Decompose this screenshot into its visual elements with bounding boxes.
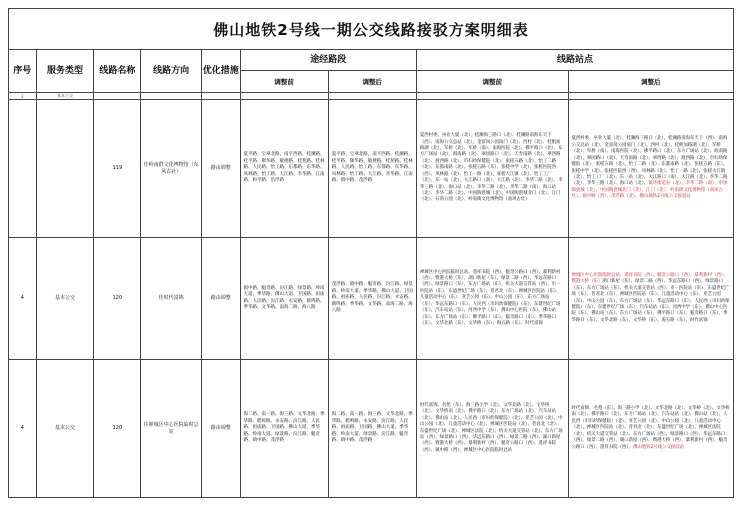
header-stops: 线路站点	[416, 50, 733, 71]
header-seq: 序号	[9, 50, 37, 93]
header-measure: 优化措施	[201, 50, 240, 93]
row-seq: 4	[9, 360, 37, 498]
row-stops-after	[568, 238, 734, 360]
partial-row-seq: 3	[9, 93, 37, 100]
row-route-before: 海二路、南一路、海三路、文华北路、季华路、鹤鸣路、永安路、汾江路、人民路、祖庙路、卫国路、佛山大道、季华路、岭南大道、绿景路、汾江路、魁奇路、镇中路、茂浮路	[240, 360, 328, 498]
row-service-type	[36, 100, 94, 238]
row-seq	[9, 100, 37, 238]
row-route-name: 120	[94, 238, 141, 360]
row-stops-after	[568, 360, 734, 498]
stops-after-changed: 镇华街道办（北）、李华二路（南）、中国陶瓷城（北）、中国陶瓷城北门（北）、江门（北）、岭南街文化博物馆（南风古灶）、镇中路（西）、茂浮路（北）、佛山地铁2号线公交接驳站	[571, 181, 728, 200]
header-stops-after: 调整后	[568, 71, 734, 93]
stops-after-unchanged: 夏西村委、巫业大厦（北）、桂澜海三路口（北）、桂澜路南海东天下（西）、南海公交总站（北）、金富岗公园南门（北）、西村（北）、桂帆加路湖（北）、军桥（北）、军桥（南）、南海医院（北）、佛平路口（北）、东方广场站（北）、海南路（北）、翠园路口（北）、天寿南路（北）、翠西路（北）、渡西路（北）、市妇幼保健院（北）、张槎五路（北）、怡工二路（北）、东都南路（北）、张槎五路（东）、张槎中学（北）、张槎医院西（西）、凤林路（北）、怡工一路（北）、张槎大江镇（北）、怡工工厂（北）、东一站（北）、大江路口（南）、大江路（北）、李华二路（北）、李华三路（北）、海口站（北）、	[571, 136, 728, 187]
row-direction: 往禅城区中心医院临时总站	[141, 360, 202, 498]
row-route-before: 夏平路、宝翠北路、南平西路、桂澜路、桂平路、顺华路、敏捷路、桂苑路、桂林路、人民路、怡工路、东都路、东华路、凤林路、怡丁路、大江路、李华路、江南路、和平路、沿浮路	[240, 100, 328, 238]
row-service-type: 基本公交	[36, 360, 94, 498]
stops-after-changed: 佛山地铁2号线公交接驳站	[632, 444, 685, 450]
stops-after-changed: 禅城区中心医院临时总站、遥祥书院（西）、魁奇公路口（西）、暴利新村（西）、暨港大桥（东）	[571, 272, 728, 285]
stops-after-unchanged: 时代富锦、名苑（东）、海三路小学（北）、文华北路（北）、文华桥（北）、文华桥南（北）、佛平路口（北）、东方广场站（北）、汽车站站（北）、佛山站（北）、人民西（市妇幼保健院）（北）、亚艺公园（北）、中山公园（北）、儿童活动中心（北）、禅城区医院站（北）、普君北（北）、东盛世纪广场（北）、禅城区法院（北）、机关大道交管站（北）、东方广场站（西）、绿景路口（西）、华远东路口（西）、绿景二路（西）、湖口新屋（西）、暨港大桥（西）、暴利新村（西）、魁奇公路口（西）、遥祥书院（西）、	[571, 406, 730, 450]
header-route-name: 线路名称	[94, 50, 141, 93]
row-stops-before: 夏西村委、巫业大厦（北）、桂澜海三路口（北）、桂澜路南海东天下（西）、南海公交总站（北）、金富岗公园南门（北）、西村（北）、桂帆加路湖（北）、军桥（北）、军桥（南）、南海医院（北）、佛平路口（北）、东方广场站（北）、海南路（北）、翠园路口（北）、天寿南路（北）、翠西路（北）、渡西路（北）、市妇幼保健院（北）、张槎五路（北）、怡工二路（北）、东都南路（北）、张槎五路（东）、张槎中学（北）、张槎医院西（西）、凤林路（北）、怡工一路（北）、张槎大江镇（北）、怡工工厂（北）、东一站（北）、大江路口（南）、大江路（北）、李华二路（北）、李华三路（北）、海口站（北）、李华二路（北）、李华二路（南）、海口站（北）、李华二路（北）、中国陶瓷城（北）、中国陶瓷城北门（北）、江门（北）、石湾公园（北）、岭南街文化博物馆（南风古灶）	[416, 100, 568, 238]
table-row	[9, 100, 734, 238]
table-row	[9, 360, 734, 498]
row-route-after: 夏平路、宝翠北路、南平西路、桂澜路、桂平路、顺华路、敏捷路、桂苑路、桂林路、人民路、怡工路、东都路、东华路、凤林路、怡丁路、大江路、李华路、江南路、镇中路、茂浮路	[328, 100, 416, 238]
header-stops-before: 调整前	[416, 71, 568, 93]
row-measure: 路由调整	[201, 100, 240, 238]
header-direction: 线路方向	[141, 50, 202, 93]
table-row	[9, 238, 734, 360]
row-stops-before: 禅城区中心医院临时总站、遥祥书院（西）、魁奇公路口（西）、暴利新村（西）、暨港大桥（东）、湖口新屋（东）、绿景二路（西）、华远东路口（西）、绿景路口（东）、东方广场站（东）、机关大道交管站（西）、市一医院站（东）、东盛世纪广场（东）、普君北（东）、禅城区医院站（东）、儿童活动中心（东）、亚艺公园（东）、中山公园（东）、东方广场站（东）、华远东路口（东）、人民西（市妇幼保健院）（东）、东建世纪广场（东）、汽车站站（东）、河西中学（东）、佛山中心医院（东）、佛山站（东）、东方广场站（东）、佛平路口（东）、魁奇路口（东）、季华路口（东）、文华北路（东）、文华桥（东）、海五路（东）、时代富锦	[416, 238, 568, 360]
header-route-after: 调整后	[328, 71, 416, 93]
row-route-after: 海二路、南一路、海三路、文华北路、季华路、鹤鸣路、永安路、汾江路、人民路、祖庙路、卫国路、佛山大道、季华路、岭南大道、绿景路、汾江路、魁奇路、镇中路、茂浮路	[328, 360, 416, 498]
row-route-name: 120	[94, 360, 141, 498]
header-route-before: 调整前	[240, 71, 328, 93]
row-route-after: 茂浮路、镇中路、魁奇路、汾江路、绿景路、岭南大道、季华路、佛山大道、卫国路、祖庙路、人民路、汾江路、永安路、鹤鸣路、季华路、文华路、南海二路、海八路	[328, 238, 416, 360]
row-stops-after	[568, 100, 734, 238]
header-service-type: 服务类型	[36, 50, 94, 93]
table-title: 佛山地铁2号线一期公交线路接驳方案明细表	[9, 9, 734, 50]
header-via-route: 途经路段	[240, 50, 416, 71]
partial-row-service-type: 基本公交	[36, 93, 94, 100]
row-measure: 路由调整	[201, 360, 240, 498]
bus-route-table	[8, 8, 734, 498]
row-measure: 路由调整	[201, 238, 240, 360]
row-stops-before: 时代富锦、名苑（东）、海三路小学（北）、文华北路（北）、文华桥（北）、文华桥南（北）、佛平路口（北）、东方广场站（北）、汽车站站（北）、佛山站（北）、人民西（市妇幼保健院）（北）、亚艺公园（北）、中山公园（北）、儿童活动中心（北）、禅城区医院站（北）、普君北（北）、东盛世纪广场（北）、禅城区法院（北）、机关大道交管站（北）、东方广场站（西）、绿景路口（西）、华远东路口（西）、绿景二路（西）、湖口新屋（西）、暨港大桥（西）、暴利新村（西）、魁奇公路口（西）、遥祥书院（西）、镇中路（西）、禅城区中心医院临时总站	[416, 360, 568, 498]
row-seq: 4	[9, 238, 37, 360]
stops-after-unchanged: 湖口新屋（东）、绿景二路（西）、华远东路口（西）、绿景路口（东）、东方广场站（东）、机关大道交管站（西）、市一医院站（东）、东盛世纪广场（东）、普君北（东）、禅城区医院站（东）、儿童活动中心（东）、亚艺公园（东）、中山公园（东）、东方广场站（东）、华远东路口（东）、人民西（市妇幼保健院）（东）、东建世纪广场（东）、汽车站站（东）、河西中学（东）、佛山中心医院（东）、佛山站（东）、东方广场站（东）、佛平路口（东）、魁奇路口（东）、季华路口（东）、文华北路（东）、文华桥（东）、海五路（东）、时代富锦	[571, 279, 730, 323]
row-direction: 佳时代富锦	[141, 238, 202, 360]
row-route-before: 镇中路、魁奇路、汾江路、绿景路、岭南大道、季华路、佛山大道、卫国路、祖庙路、人民路、汾江路、永安路、鹤鸣路、季华路、文华路、南海二路、海八路	[240, 238, 328, 360]
row-direction: 佳岭南群文化博物馆（东风古社）	[141, 100, 202, 238]
row-route-name: 119	[94, 100, 141, 238]
row-service-type: 基本公交	[36, 238, 94, 360]
